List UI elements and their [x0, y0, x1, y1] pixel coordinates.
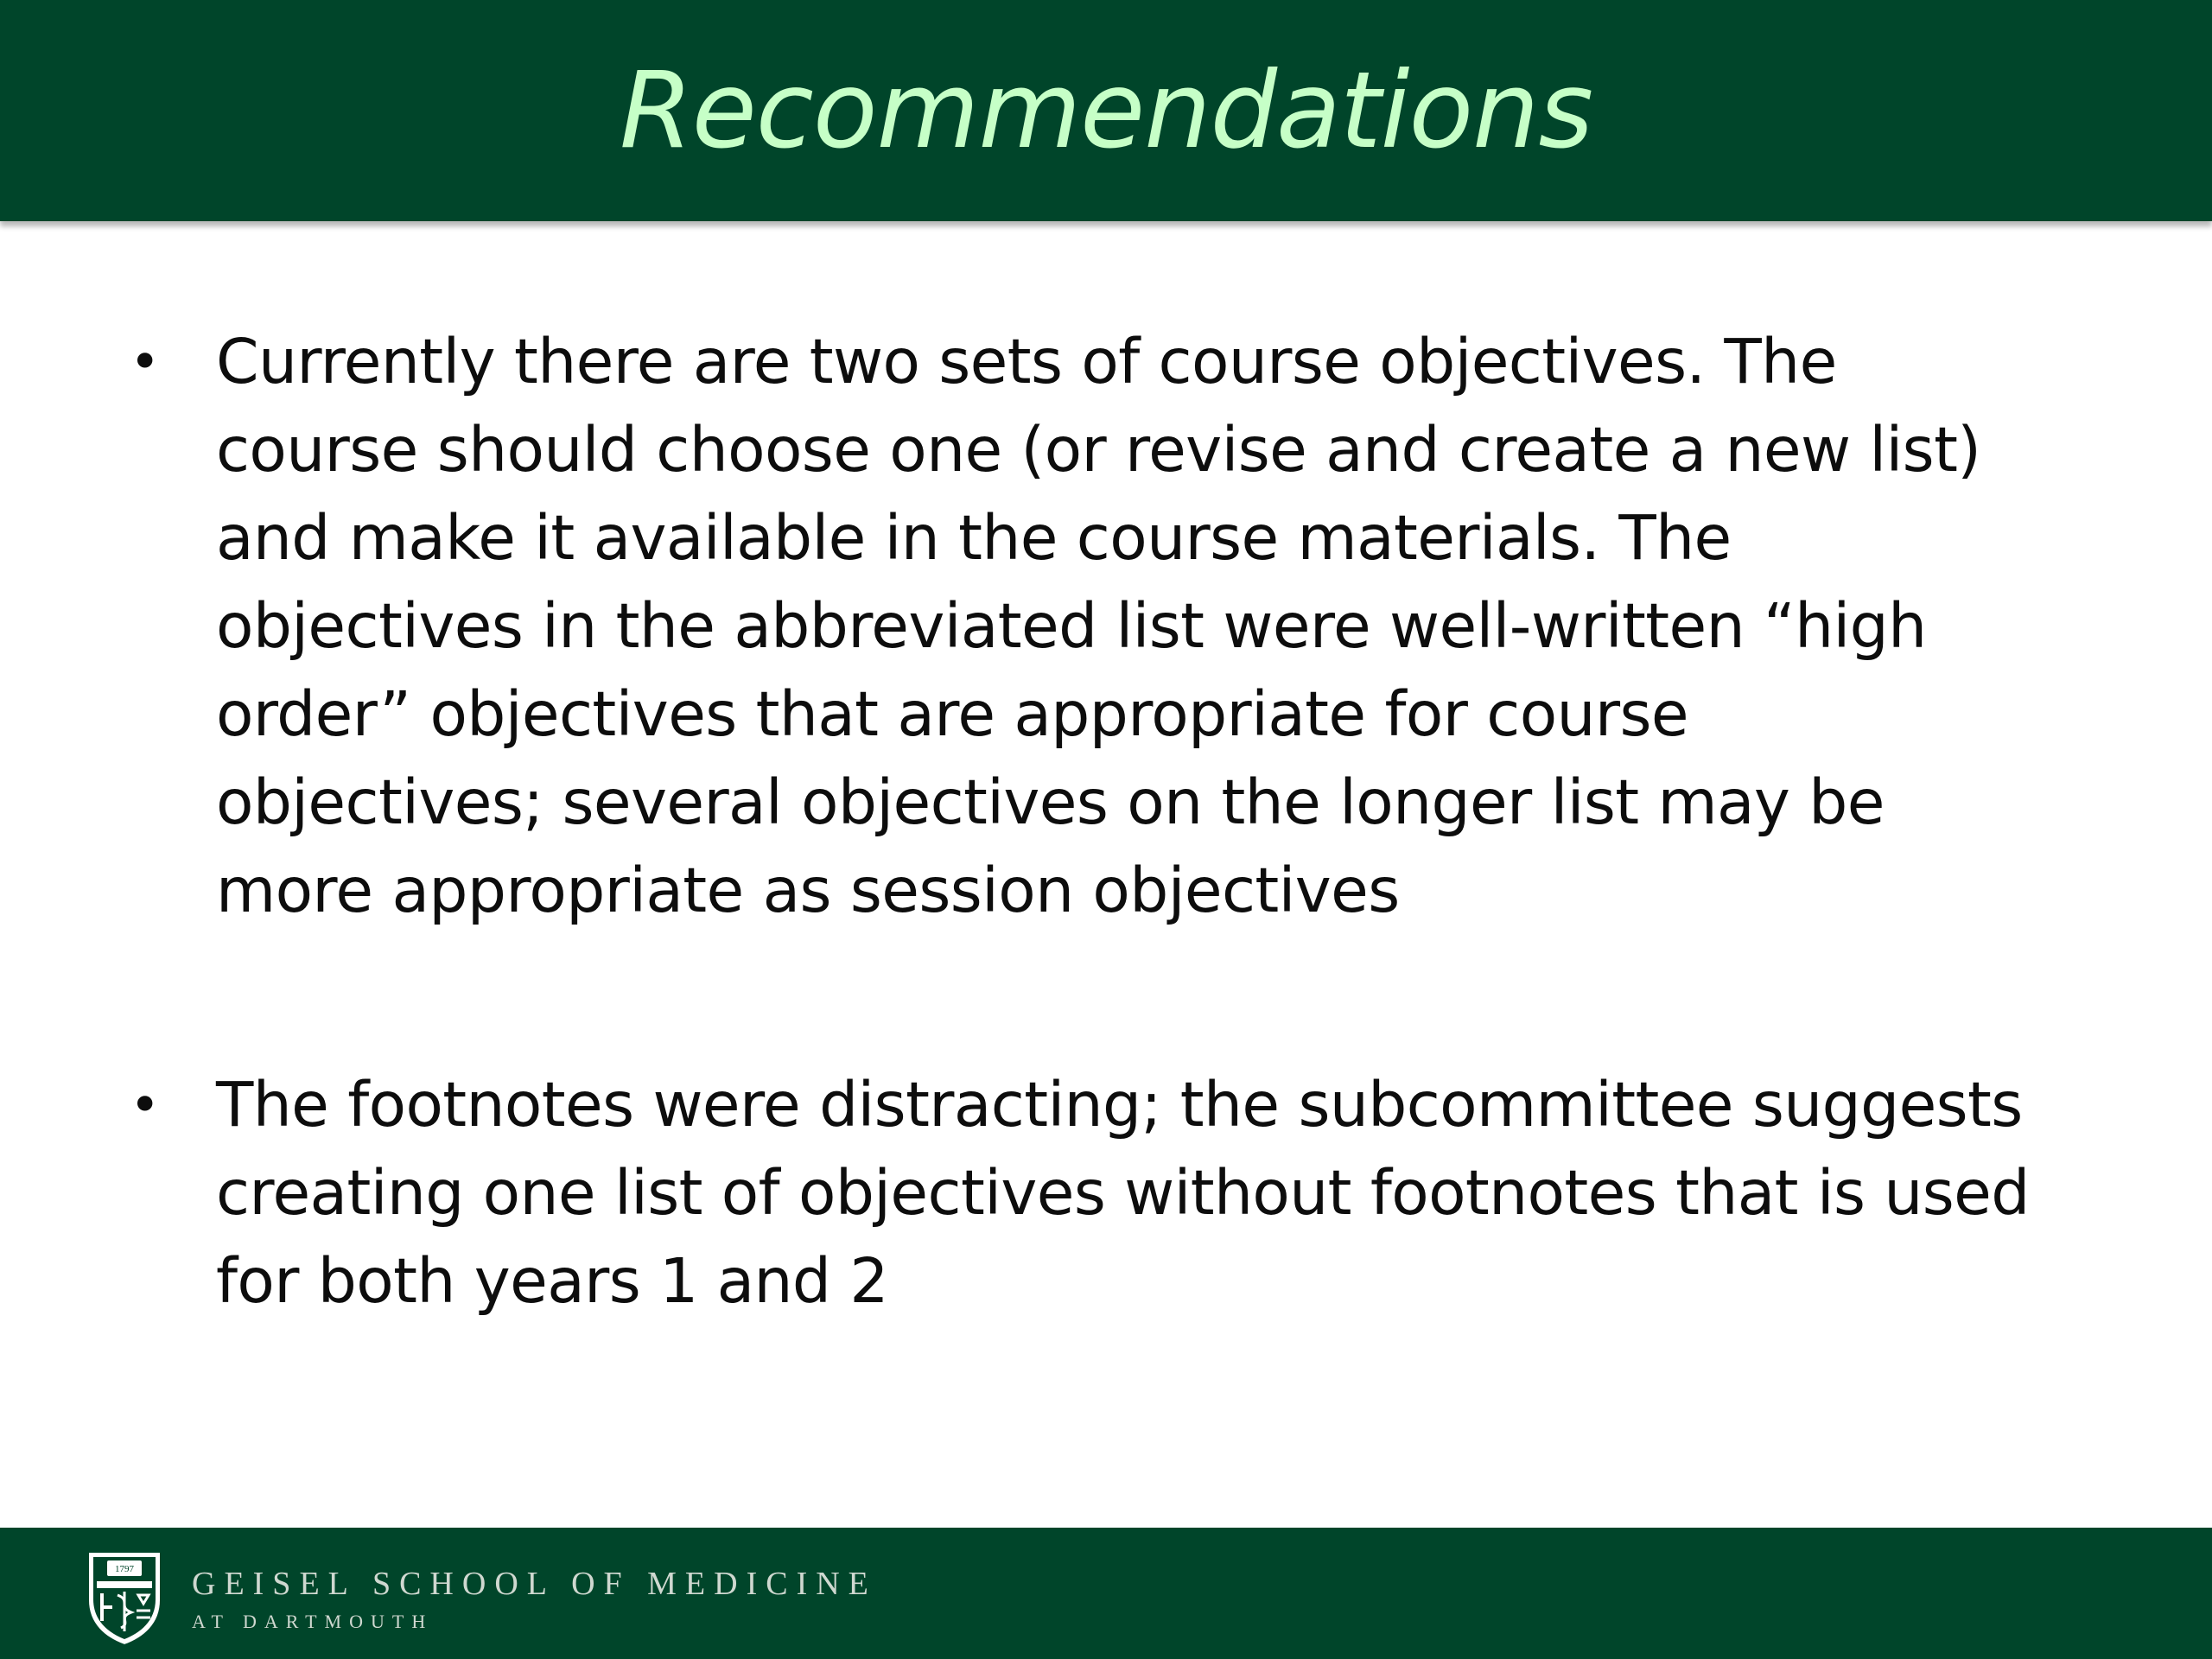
bullet-dot: •	[130, 332, 160, 392]
slide-footer	[0, 1528, 2212, 1659]
bullet-text: The footnotes were distracting; the subcommittee suggests creating one list of objectives without footnotes that is used for both years 1 and 2	[216, 1069, 2030, 1317]
slide-title: Recommendations	[619, 49, 1593, 172]
bullet-item	[130, 318, 2031, 935]
logo-year: 1797	[115, 1564, 134, 1574]
slide-content	[130, 318, 2031, 1325]
bullet-item	[130, 1061, 2031, 1325]
school-subtitle: AT DARTMOUTH	[192, 1611, 434, 1632]
slide-header	[0, 0, 2212, 221]
shield-crest-icon	[83, 1547, 166, 1649]
bullet-dot: •	[130, 1075, 160, 1135]
school-name: GEISEL SCHOOL OF MEDICINE	[192, 1566, 877, 1602]
bullet-text: Currently there are two sets of course objectives. The course should choose one (or revise and create a new list) and make it available in the course materials. The objectives in the abbreviated list were well-written “high order” objectives that are appropriate for course objectives; several objectives on the longer list may be more appropriate as session objectives	[216, 326, 1981, 926]
